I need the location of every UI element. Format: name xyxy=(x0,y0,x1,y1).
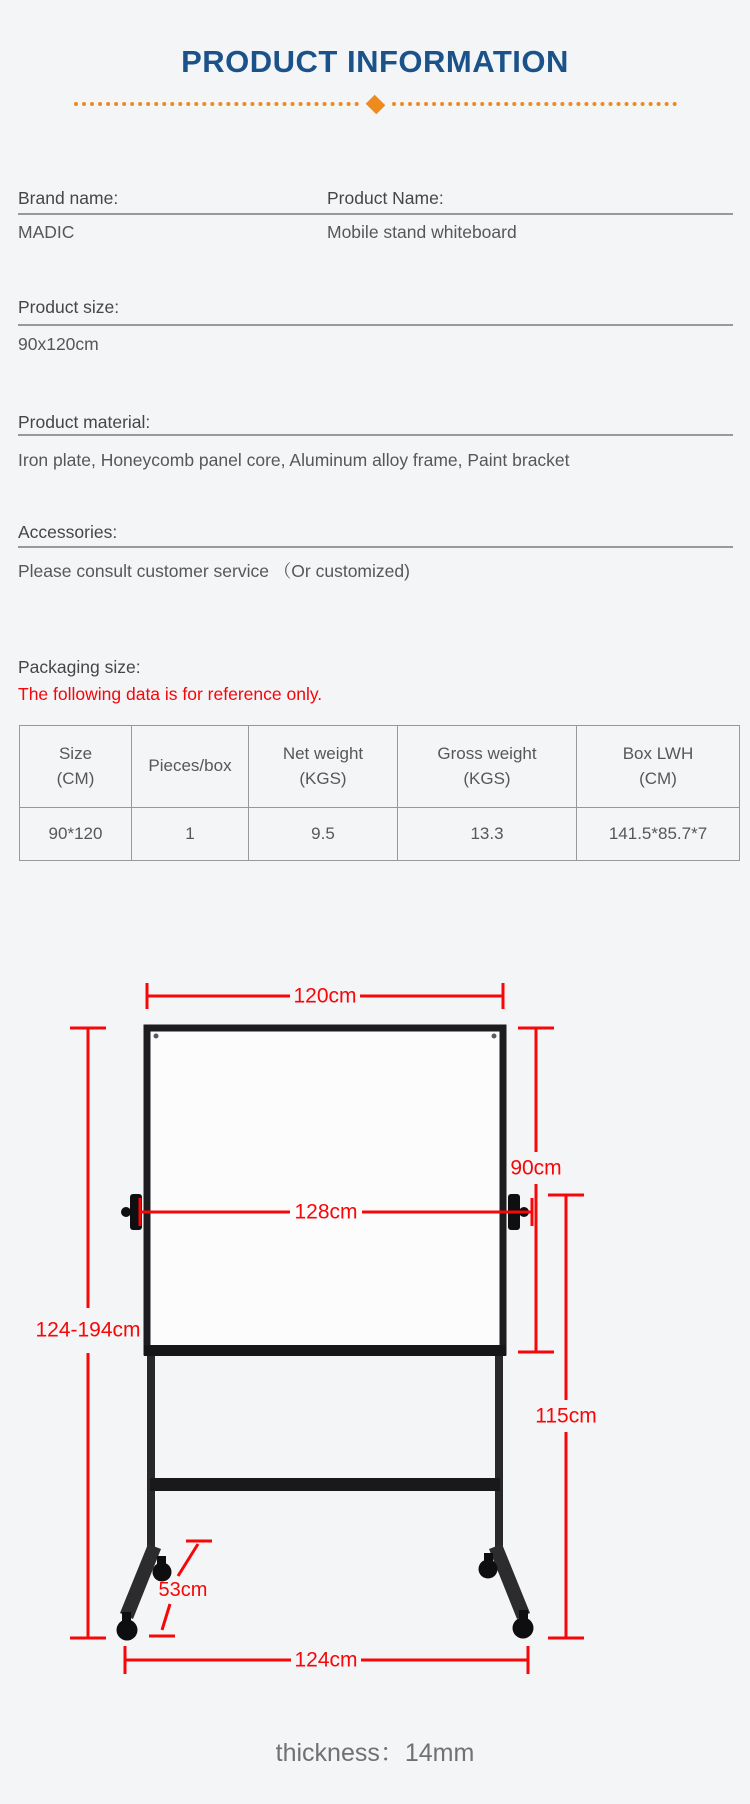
caster-wheel xyxy=(513,1618,534,1639)
cell-size: 90*120 xyxy=(20,808,132,861)
corner-screw xyxy=(154,1034,159,1039)
brand-name-label: Brand name: xyxy=(18,188,119,208)
cell-box-lwh: 141.5*85.7*7 xyxy=(577,808,740,861)
divider xyxy=(18,324,733,326)
header-net-weight: Net weight (KGS) xyxy=(249,726,398,808)
caster-wheel xyxy=(479,1560,498,1579)
table-header-row xyxy=(20,726,740,808)
dim-90cm-label: 90cm xyxy=(510,1156,562,1180)
product-name-label: Product Name: xyxy=(327,188,444,208)
packaging-table xyxy=(19,725,740,861)
product-name-value: Mobile stand whiteboard xyxy=(327,222,517,242)
product-material-label: Product material: xyxy=(18,412,151,432)
dim-124-194cm-label: 124-194cm xyxy=(35,1318,141,1342)
corner-screw xyxy=(492,1034,497,1039)
divider xyxy=(18,546,733,548)
dim-53cm-label: 53cm xyxy=(158,1579,208,1601)
accessories-label: Accessories: xyxy=(18,522,118,542)
dim-120cm-label: 120cm xyxy=(293,984,357,1008)
dim-90cm-line xyxy=(518,1028,554,1352)
board-bottom-rail xyxy=(144,1345,506,1356)
brand-name-value: MADIC xyxy=(18,222,75,242)
diamond-icon xyxy=(365,94,385,114)
header-pieces: Pieces/box xyxy=(132,726,249,808)
crossbar xyxy=(150,1478,500,1491)
dotted-line-right xyxy=(392,102,677,106)
left-foot xyxy=(120,1544,161,1619)
cell-net-weight: 9.5 xyxy=(249,808,398,861)
cell-pieces: 1 xyxy=(132,808,249,861)
reference-note: The following data is for reference only. xyxy=(18,684,323,704)
right-foot xyxy=(489,1544,530,1619)
divider xyxy=(18,434,733,436)
divider xyxy=(18,213,733,215)
product-size-value: 90x120cm xyxy=(18,334,99,354)
cell-gross-weight: 13.3 xyxy=(398,808,577,861)
dotted-line-left xyxy=(74,102,359,106)
whiteboard xyxy=(147,1028,503,1352)
thickness-note: thickness：14mm xyxy=(275,1739,475,1767)
title-separator xyxy=(0,94,750,114)
product-size-label: Product size: xyxy=(18,297,120,317)
accessories-value: Please consult customer service （Or customized) xyxy=(18,561,410,581)
packaging-size-label: Packaging size: xyxy=(18,657,141,677)
page-title: PRODUCT INFORMATION xyxy=(181,44,569,79)
dim-115cm-label: 115cm xyxy=(535,1404,597,1428)
dim-128cm-label: 128cm xyxy=(294,1200,358,1224)
left-knob xyxy=(121,1207,131,1217)
caster-wheel xyxy=(117,1620,138,1641)
whiteboard-dimension-diagram xyxy=(0,850,750,1680)
header-gross-weight: Gross weight (KGS) xyxy=(398,726,577,808)
header-box-lwh: Box LWH (CM) xyxy=(577,726,740,808)
dim-124cm-label: 124cm xyxy=(294,1648,358,1672)
header-size: Size (CM) xyxy=(20,726,132,808)
product-material-value: Iron plate, Honeycomb panel core, Aluminum alloy frame, Paint bracket xyxy=(18,450,570,470)
